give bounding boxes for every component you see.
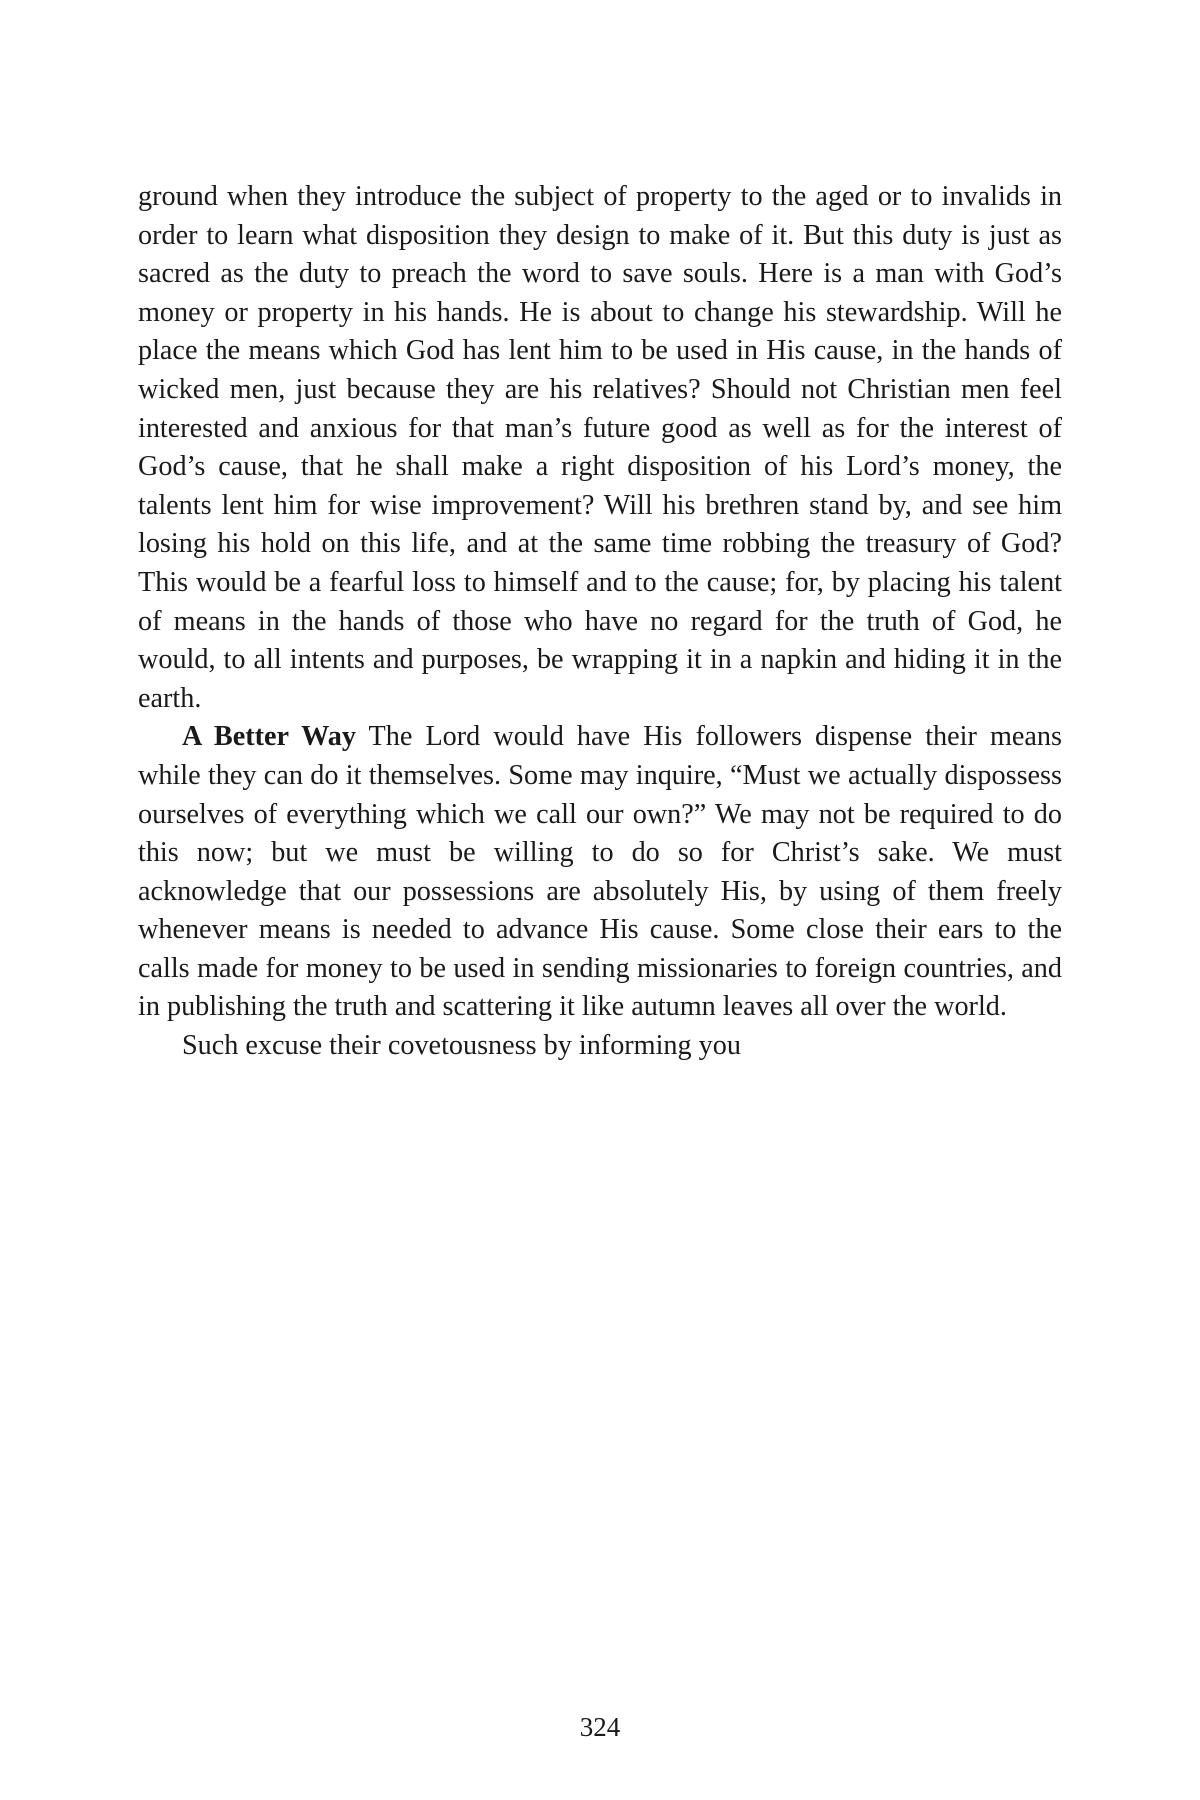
section-heading: A Better Way (182, 721, 356, 753)
paragraph-continuation: ground when they introduce the subject of property to the aged or to invalids in order to learn what disposition they design to make of it. But this duty is just as sacred as the duty to preach the word to save souls. Here is a man with God’s money or property in his hands. He is about to change his stewardship. Will he place the means which God has lent him to be used in His cause, in the hands of wicked men, just because they are his relatives? Should not Christian men feel interested and anxious for that man’s future good as well as for the interest of God’s cause, that he shall make a right disposition of his Lord’s money, the talents lent him for wise improvement? Will his brethren stand by, and see him losing his hold on this life, and at the same time robbing the treasury of God? This would be a fearful loss to himself and to the cause; for, by placing his talent of means in the hands of those who have no regard for the truth of God, he would, to all intents and purposes, be wrapping it in a napkin and hiding it in the earth. (138, 181, 1062, 714)
page-number: 324 (579, 1712, 621, 1742)
paragraph-text: The Lord would have His followers dispense their means while they can do it themselves. Some may inquire, “Must we actually dispossess ourselves of everything which we call our own?” We may not be required to do this now; but we must be willing to do so for Christ’s sake. We must acknowledge that our possessions are absolutely His, by using of them freely whenever means is needed to advance His cause. Some close their ears to the calls made for money to be used in sending missionaries to foreign countries, and in publishing the truth and scattering it like autumn leaves all over the world. (138, 721, 1062, 1023)
page-body (138, 178, 1062, 1066)
paragraph-better-way (138, 718, 1062, 1027)
paragraph-covetousness: Such excuse their covetousness by informing you (182, 1030, 741, 1062)
